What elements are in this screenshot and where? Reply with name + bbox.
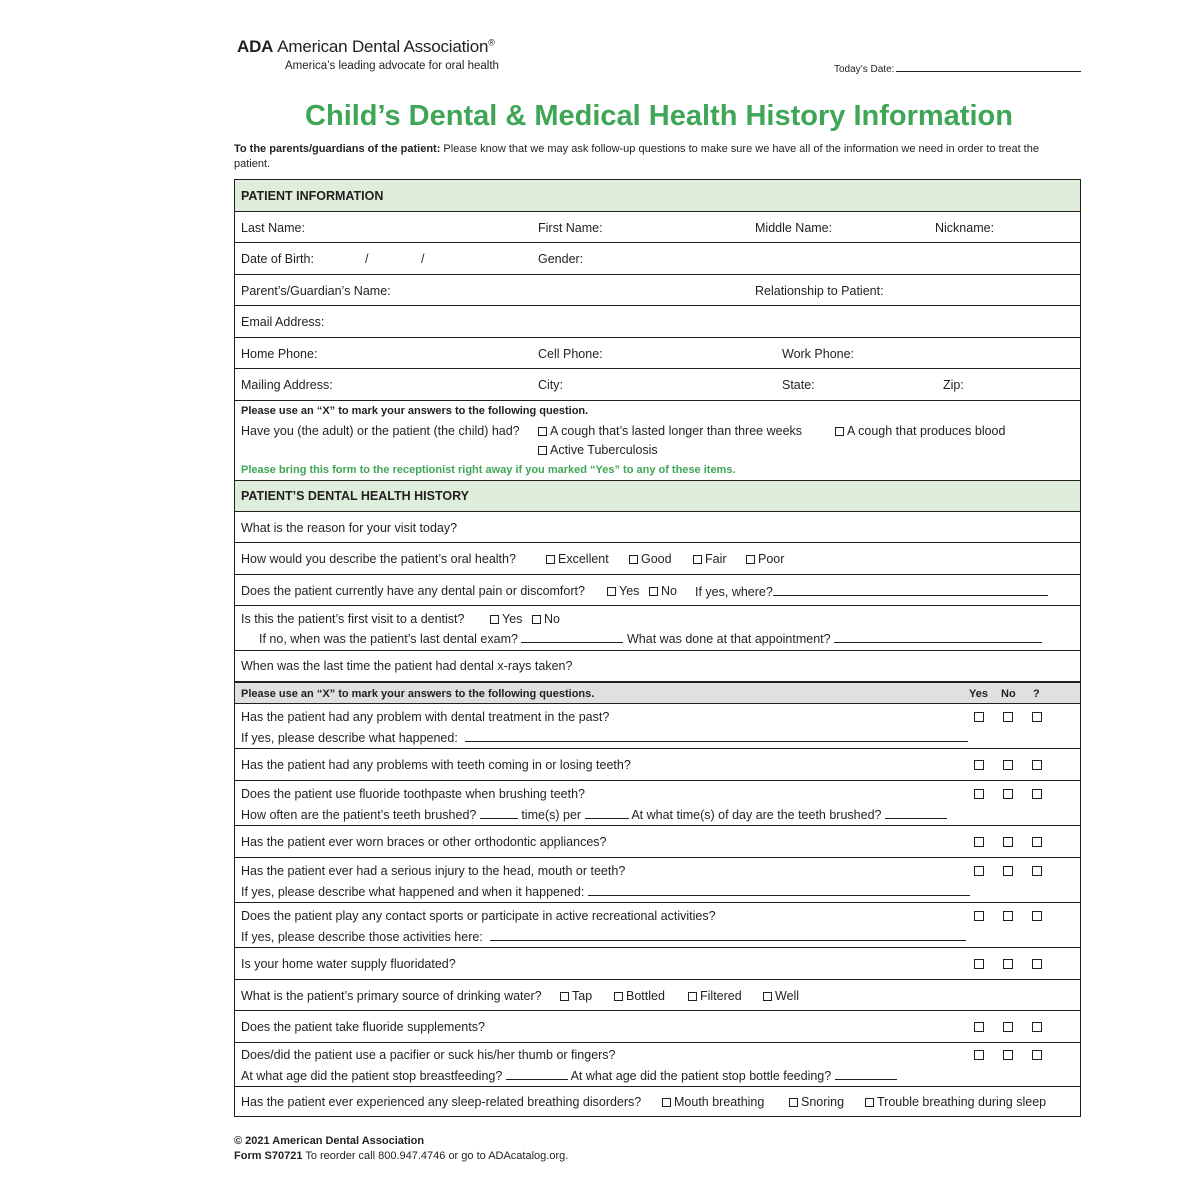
no-checkbox[interactable] (1003, 837, 1013, 847)
question-text: What is the patient’s primary source of drinking water? (241, 989, 542, 1003)
field-label: If no, when was the patient’s last dental exam? (259, 632, 518, 646)
tb-option-blood-cough[interactable] (835, 424, 1005, 438)
tb-option-long-cough[interactable] (538, 424, 802, 438)
last-name-field[interactable]: Last Name: (241, 221, 305, 235)
option-label: Poor (758, 552, 785, 566)
option-label: Yes (619, 584, 640, 598)
question-row (235, 980, 1080, 1011)
form-number-line (234, 1149, 568, 1164)
home-phone-field[interactable]: Home Phone: (241, 347, 318, 361)
yes-checkbox[interactable] (974, 1022, 984, 1032)
guardian-row (235, 275, 1080, 306)
answer-line[interactable] (480, 807, 518, 819)
yes-checkbox[interactable] (974, 712, 984, 722)
first-visit-yes[interactable] (490, 612, 522, 626)
question-row (235, 1011, 1080, 1043)
question-text: Does the patient use fluoride toothpaste when brushing teeth? (241, 787, 585, 801)
zip-field[interactable]: Zip: (943, 378, 964, 392)
checkbox[interactable] (649, 587, 658, 596)
question-text: Does the patient take fluoride supplements? (241, 1020, 485, 1034)
field-label: At what age did the patient stop bottle feeding? (570, 1069, 832, 1083)
question-text: Has the patient had any problems with teeth coming in or losing teeth? (241, 758, 631, 772)
answer-line[interactable] (506, 1068, 568, 1080)
option-label: Active Tuberculosis (550, 443, 658, 457)
relationship-field[interactable]: Relationship to Patient: (755, 284, 884, 298)
first-visit-row (235, 606, 1080, 651)
option-label: Trouble breathing during sleep (877, 1095, 1047, 1109)
first-name-field[interactable]: First Name: (538, 221, 603, 235)
checkbox[interactable] (763, 992, 772, 1001)
unsure-checkbox[interactable] (1032, 837, 1042, 847)
first-visit-no[interactable] (532, 612, 560, 626)
tb-question: Have you (the adult) or the patient (the child) had? (241, 424, 520, 438)
reason-question[interactable]: What is the reason for your visit today? (241, 521, 458, 535)
org-name: American Dental Association (277, 37, 489, 56)
section-heading: PATIENT INFORMATION (241, 189, 384, 203)
last-exam-field[interactable] (259, 631, 623, 646)
checkbox[interactable] (835, 427, 844, 436)
intro-bold: To the parents/guardians of the patient: (234, 143, 441, 155)
checkbox[interactable] (532, 615, 541, 624)
middle-name-field[interactable]: Middle Name: (755, 221, 833, 235)
tb-instruction: Please use an “X” to mark your answers to the following question. (241, 405, 589, 417)
option-label: Excellent (558, 552, 609, 566)
checkbox[interactable] (490, 615, 499, 624)
water-option-well[interactable] (763, 989, 799, 1003)
checkbox[interactable] (538, 427, 547, 436)
yes-checkbox[interactable] (974, 959, 984, 969)
yes-checkbox[interactable] (974, 789, 984, 799)
option-label: Snoring (801, 1095, 845, 1109)
checkbox[interactable] (607, 587, 616, 596)
section-dental-history (235, 481, 1080, 512)
pain-no[interactable] (649, 584, 677, 598)
todays-date-field[interactable] (834, 62, 1081, 75)
question-row (235, 858, 1080, 903)
checkbox[interactable] (538, 446, 547, 455)
question-row (235, 781, 1080, 826)
yes-checkbox[interactable] (974, 911, 984, 921)
checkbox[interactable] (662, 1098, 671, 1107)
dob-row (235, 243, 1080, 275)
option-label: Well (775, 989, 800, 1003)
answer-line[interactable] (588, 884, 970, 896)
question-row (235, 826, 1080, 858)
sleep-option-snoring[interactable] (789, 1095, 844, 1109)
pain-where-field[interactable] (695, 584, 1048, 599)
logo-mark: ADA (237, 37, 274, 56)
email-row (235, 306, 1080, 338)
yes-checkbox[interactable] (974, 760, 984, 770)
unsure-checkbox[interactable] (1032, 712, 1042, 722)
question-text: Is your home water supply fluoridated? (241, 957, 456, 971)
no-checkbox[interactable] (1003, 866, 1013, 876)
describe-field[interactable] (241, 884, 970, 899)
unsure-checkbox[interactable] (1032, 1050, 1042, 1060)
unsure-checkbox[interactable] (1032, 866, 1042, 876)
option-label: A cough that produces blood (847, 424, 1006, 438)
todays-date-label: Today’s Date: (834, 64, 895, 75)
answer-line[interactable] (885, 807, 947, 819)
reorder-text: To reorder call 800.947.4746 or go to ADAcatalog.org. (302, 1150, 569, 1162)
water-option-bottled[interactable] (614, 989, 665, 1003)
footer (234, 1134, 568, 1164)
option-label: Yes (502, 612, 523, 626)
reason-row (235, 512, 1080, 543)
xrays-row (235, 651, 1080, 682)
work-phone-field[interactable]: Work Phone: (782, 347, 855, 361)
what-done-field[interactable] (627, 631, 1042, 646)
no-checkbox[interactable] (1003, 911, 1013, 921)
yes-checkbox[interactable] (974, 866, 984, 876)
checkbox[interactable] (614, 992, 623, 1001)
field-label: If yes, please describe what happened: (241, 731, 458, 745)
no-checkbox[interactable] (1003, 1050, 1013, 1060)
answer-line[interactable] (835, 1068, 897, 1080)
tb-option-active-tb[interactable] (538, 443, 658, 457)
answer-line[interactable] (585, 807, 629, 819)
first-visit-question: Is this the patient’s first visit to a dentist? (241, 612, 465, 626)
field-label: At what age did the patient stop breastfeeding? (241, 1069, 503, 1083)
section-heading: PATIENT’S DENTAL HEALTH HISTORY (241, 489, 470, 503)
oral-health-question: How would you describe the patient’s oral health? (241, 552, 516, 566)
xrays-question[interactable]: When was the last time the patient had dental x-rays taken? (241, 659, 573, 673)
yes-checkbox[interactable] (974, 837, 984, 847)
field-label: How often are the patient’s teeth brushed? (241, 808, 477, 822)
nickname-field[interactable]: Nickname: (935, 221, 995, 235)
health-history-form (234, 179, 1081, 1117)
dob-slash: / (365, 252, 369, 266)
weaning-age-field[interactable] (241, 1068, 897, 1083)
unsure-checkbox[interactable] (1032, 1022, 1042, 1032)
unsure-checkbox[interactable] (1032, 911, 1042, 921)
no-checkbox[interactable] (1003, 760, 1013, 770)
option-label: Good (641, 552, 672, 566)
question-text: Has the patient ever worn braces or other orthodontic appliances? (241, 835, 607, 849)
option-label: Tap (572, 989, 593, 1003)
email-field[interactable]: Email Address: (241, 315, 325, 329)
no-checkbox[interactable] (1003, 1022, 1013, 1032)
question-row (235, 1043, 1080, 1087)
no-checkbox[interactable] (1003, 789, 1013, 799)
field-label: What was done at that appointment? (627, 632, 831, 646)
oral-option-fair[interactable] (693, 552, 727, 566)
intro-text (234, 142, 1074, 172)
describe-field[interactable] (241, 929, 966, 944)
ada-logo (237, 37, 499, 72)
form-number: Form S70721 (234, 1150, 303, 1162)
tb-screening-block (235, 401, 1080, 481)
col-yes: Yes (969, 688, 988, 700)
pain-yes[interactable] (607, 584, 639, 598)
sleep-option-trouble-breathing[interactable] (865, 1095, 1046, 1109)
unsure-checkbox[interactable] (1032, 760, 1042, 770)
oral-option-excellent[interactable] (546, 552, 609, 566)
pain-row (235, 575, 1080, 606)
answer-line[interactable] (490, 929, 966, 941)
checkbox[interactable] (560, 992, 569, 1001)
answer-line[interactable] (465, 730, 968, 742)
no-checkbox[interactable] (1003, 712, 1013, 722)
question-text: Has the patient ever had a serious injury to the head, mouth or teeth? (241, 864, 626, 878)
question-row (235, 749, 1080, 781)
question-text: Does/did the patient use a pacifier or suck his/her thumb or fingers? (241, 1048, 616, 1062)
question-row (235, 1087, 1080, 1116)
field-label: time(s) per (521, 808, 582, 822)
cell-phone-field[interactable]: Cell Phone: (538, 347, 603, 361)
question-text: Has the patient had any problem with dental treatment in the past? (241, 710, 610, 724)
form-title: Child’s Dental & Medical Health History Information (305, 100, 1013, 132)
checkbox[interactable] (688, 992, 697, 1001)
field-label: If yes, please describe what happened and when it happened: (241, 885, 585, 899)
oral-health-row (235, 543, 1080, 575)
col-no: No (1001, 688, 1016, 700)
gender-field[interactable]: Gender: (538, 252, 584, 266)
copyright: © 2021 American Dental Association (234, 1135, 425, 1147)
water-option-filtered[interactable] (688, 989, 742, 1003)
checkbox[interactable] (746, 555, 755, 564)
tb-note: Please bring this form to the receptionist right away if you marked “Yes” to any of these items. (241, 464, 736, 476)
unsure-checkbox[interactable] (1032, 959, 1042, 969)
col-unsure: ? (1033, 688, 1040, 700)
state-field[interactable]: State: (782, 378, 815, 392)
checkbox[interactable] (693, 555, 702, 564)
option-label: Filtered (700, 989, 742, 1003)
checkbox[interactable] (789, 1098, 798, 1107)
question-text: Does the patient play any contact sports or participate in active recreational activities? (241, 909, 716, 923)
org-tagline: America’s leading advocate for oral health (285, 60, 499, 72)
section-patient-information (235, 180, 1080, 212)
oral-option-good[interactable] (629, 552, 672, 566)
describe-field[interactable] (241, 730, 968, 745)
city-field[interactable]: City: (538, 378, 563, 392)
question-text: Has the patient ever experienced any sleep-related breathing disorders? (241, 1095, 642, 1109)
unsure-checkbox[interactable] (1032, 789, 1042, 799)
option-label: Fair (705, 552, 727, 566)
phone-row (235, 338, 1080, 369)
dob-field[interactable]: Date of Birth: (241, 252, 314, 266)
option-label: Bottled (626, 989, 665, 1003)
brushing-frequency-field[interactable] (241, 807, 947, 822)
dob-slash: / (421, 252, 425, 266)
answer-line[interactable] (773, 584, 1048, 596)
field-label: If yes, please describe those activities here: (241, 930, 483, 944)
todays-date-line[interactable] (896, 62, 1081, 72)
question-row (235, 704, 1080, 749)
checkbox[interactable] (629, 555, 638, 564)
question-row (235, 903, 1080, 948)
name-row (235, 212, 1080, 243)
guardian-name-field[interactable]: Parent’s/Guardian’s Name: (241, 284, 391, 298)
address-row (235, 369, 1080, 401)
checkbox[interactable] (865, 1098, 874, 1107)
field-label: If yes, where? (695, 585, 773, 599)
question-row (235, 948, 1080, 980)
option-label: No (544, 612, 560, 626)
water-option-tap[interactable] (560, 989, 592, 1003)
intro-body: Please know that we may ask follow-up questions to make sure we have all of the information we need in order to treat the patient. (234, 143, 1039, 170)
sleep-option-mouth-breathing[interactable] (662, 1095, 764, 1109)
yes-checkbox[interactable] (974, 1050, 984, 1060)
oral-option-poor[interactable] (746, 552, 784, 566)
field-label: At what time(s) of day are the teeth brushed? (631, 808, 882, 822)
answer-line[interactable] (834, 631, 1042, 643)
option-label: No (661, 584, 677, 598)
option-label: A cough that’s lasted longer than three weeks (550, 424, 803, 438)
registered-mark: ® (488, 37, 495, 48)
questions-subheader (235, 682, 1080, 704)
option-label: Mouth breathing (674, 1095, 765, 1109)
answer-line[interactable] (521, 631, 623, 643)
questions-instruction: Please use an “X” to mark your answers to the following questions. (241, 688, 595, 700)
pain-question: Does the patient currently have any dental pain or discomfort? (241, 584, 585, 598)
no-checkbox[interactable] (1003, 959, 1013, 969)
mailing-address-field[interactable]: Mailing Address: (241, 378, 333, 392)
checkbox[interactable] (546, 555, 555, 564)
